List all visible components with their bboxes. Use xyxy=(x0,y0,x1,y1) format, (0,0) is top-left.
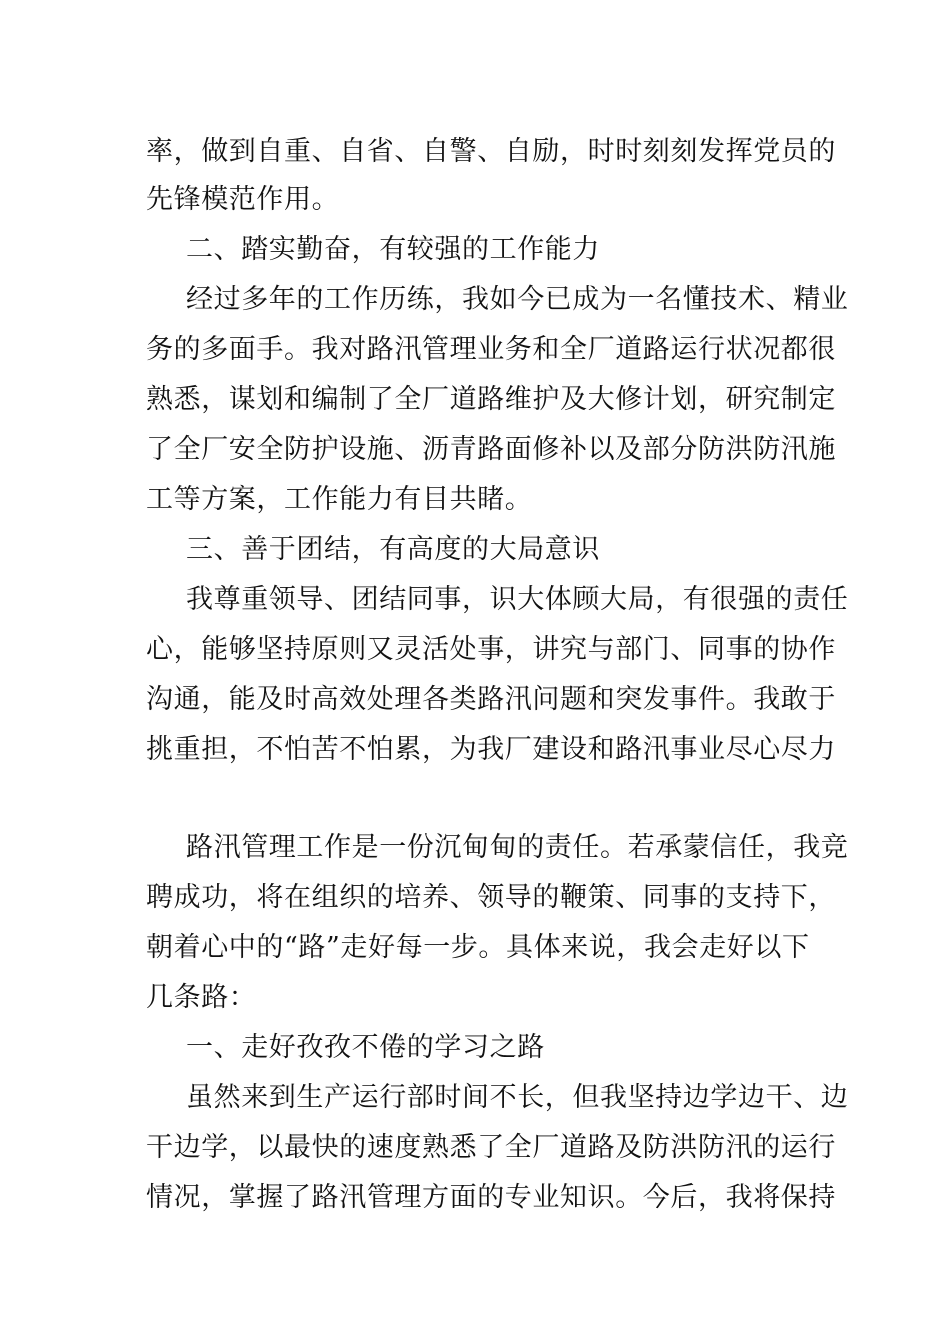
text-line: 挑重担，不怕苦不怕累，为我厂建设和路汛事业尽心尽力 xyxy=(146,734,836,765)
text-line: 情况，掌握了路汛管理方面的专业知识。今后，我将保持 xyxy=(146,1182,836,1213)
text-line: 了全厂安全防护设施、沥青路面修补以及部分防洪防汛施 xyxy=(146,434,836,465)
text-line: 路汛管理工作是一份沉甸甸的责任。若承蒙信任，我竞 xyxy=(186,832,849,863)
section-heading: 一、走好孜孜不倦的学习之路 xyxy=(186,1032,545,1063)
text-line: 干边学，以最快的速度熟悉了全厂道路及防洪防汛的运行 xyxy=(146,1132,836,1163)
text-line: 聘成功，将在组织的培养、领导的鞭策、同事的支持下， xyxy=(146,882,836,913)
text-line: 熟悉，谋划和编制了全厂道路维护及大修计划，研究制定 xyxy=(146,384,836,415)
section-heading: 二、踏实勤奋，有较强的工作能力 xyxy=(186,234,600,265)
text-line: 先锋模范作用。 xyxy=(146,184,340,215)
text-line: 我尊重领导、团结同事，识大体顾大局，有很强的责任 xyxy=(186,584,849,615)
text-line: 沟通，能及时高效处理各类路汛问题和突发事件。我敢于 xyxy=(146,684,836,715)
text-line: 务的多面手。我对路汛管理业务和全厂道路运行状况都很 xyxy=(146,334,836,365)
text-line: 朝着心中的“路”走好每一步。具体来说，我会走好以下 xyxy=(146,932,810,963)
text-line: 虽然来到生产运行部时间不长，但我坚持边学边干、边 xyxy=(186,1082,849,1113)
section-heading: 三、善于团结，有高度的大局意识 xyxy=(186,534,600,565)
text-line: 率，做到自重、自省、自警、自励，时时刻刻发挥党员的 xyxy=(146,136,836,167)
text-line: 几条路： xyxy=(146,982,257,1013)
text-line: 心，能够坚持原则又灵活处事，讲究与部门、同事的协作 xyxy=(146,634,836,665)
text-line: 工等方案，工作能力有目共睹。 xyxy=(146,484,533,515)
text-line: 经过多年的工作历练，我如今已成为一名懂技术、精业 xyxy=(186,284,849,315)
